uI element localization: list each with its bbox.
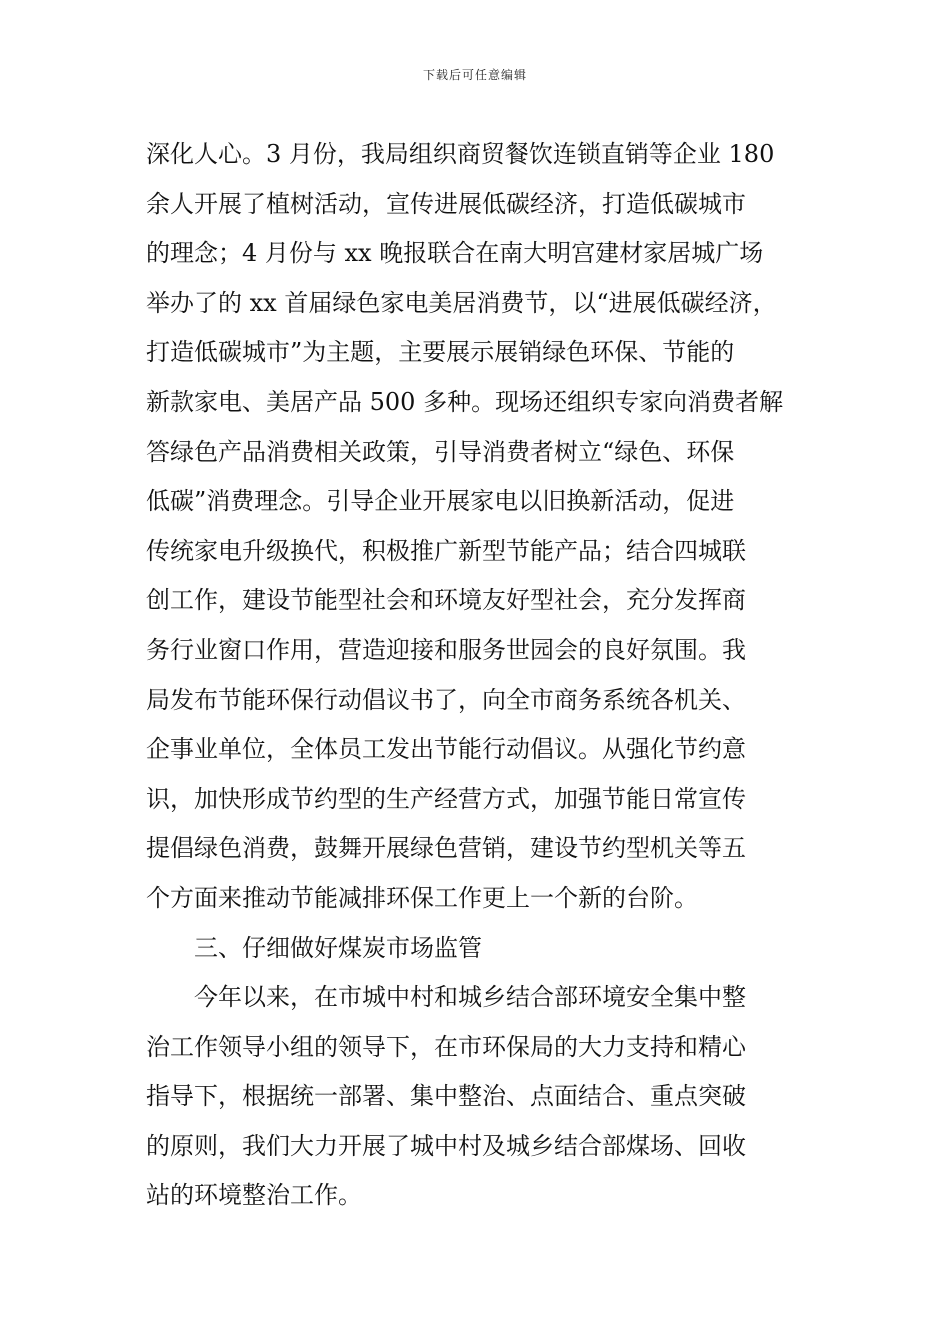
body-line: 提倡绿色消费，鼓舞开展绿色营销，建设节约型机关等五 [146,834,746,863]
body-line: 个方面来推动节能减排环保工作更上一个新的台阶。 [146,883,698,912]
body-line: 指导下，根据统一部署、集中整治、点面结合、重点突破 [146,1082,746,1111]
body-line: 局发布节能环保行动倡议书了，向全市商务系统各机关、 [146,685,746,714]
body-line: 今年以来，在市城中村和城乡结合部环境安全集中整 [194,983,746,1012]
body-line: 新款家电、美居产品 500 多种。现场还组织专家向消费者解 [146,387,784,416]
page-header: 下载后可任意编辑 [422,68,527,82]
document-body [146,130,836,1221]
body-line: 的原则，我们大力开展了城中村及城乡结合部煤场、回收 [146,1131,746,1160]
body-line: 识，加快形成节约型的生产经营方式，加强节能日常宣传 [146,784,746,813]
body-line: 答绿色产品消费相关政策，引导消费者树立“绿色、环保 [146,437,735,466]
body-line: 创工作，建设节能型社会和环境友好型社会，充分发挥商 [146,586,746,615]
body-line: 的理念；4 月份与 xx 晚报联合在南大明宫建材家居城广场 [146,239,764,268]
body-line: 举办了的 xx 首届绿色家电美居消费节，以“进展低碳经济， [146,288,777,317]
body-line: 打造低碳城市”为主题，主要展示展销绿色环保、节能的 [146,338,735,367]
body-line: 深化人心。3 月份，我局组织商贸餐饮连锁直销等企业 180 [146,140,775,168]
body-line: 低碳”消费理念。引导企业开展家电以旧换新活动，促进 [146,487,735,516]
body-line: 传统家电升级换代，积极推广新型节能产品；结合四城联 [146,536,746,565]
body-line: 站的环境整治工作。 [146,1181,362,1210]
section-heading: 三、仔细做好煤炭市场监管 [194,933,482,962]
body-line: 务行业窗口作用，营造迎接和服务世园会的良好氛围。我 [146,635,746,664]
body-line: 余人开展了植树活动，宣传进展低碳经济，打造低碳城市 [146,189,746,218]
body-line: 企事业单位，全体员工发出节能行动倡议。从强化节约意 [146,735,746,764]
body-line: 治工作领导小组的领导下，在市环保局的大力支持和精心 [146,1032,746,1061]
